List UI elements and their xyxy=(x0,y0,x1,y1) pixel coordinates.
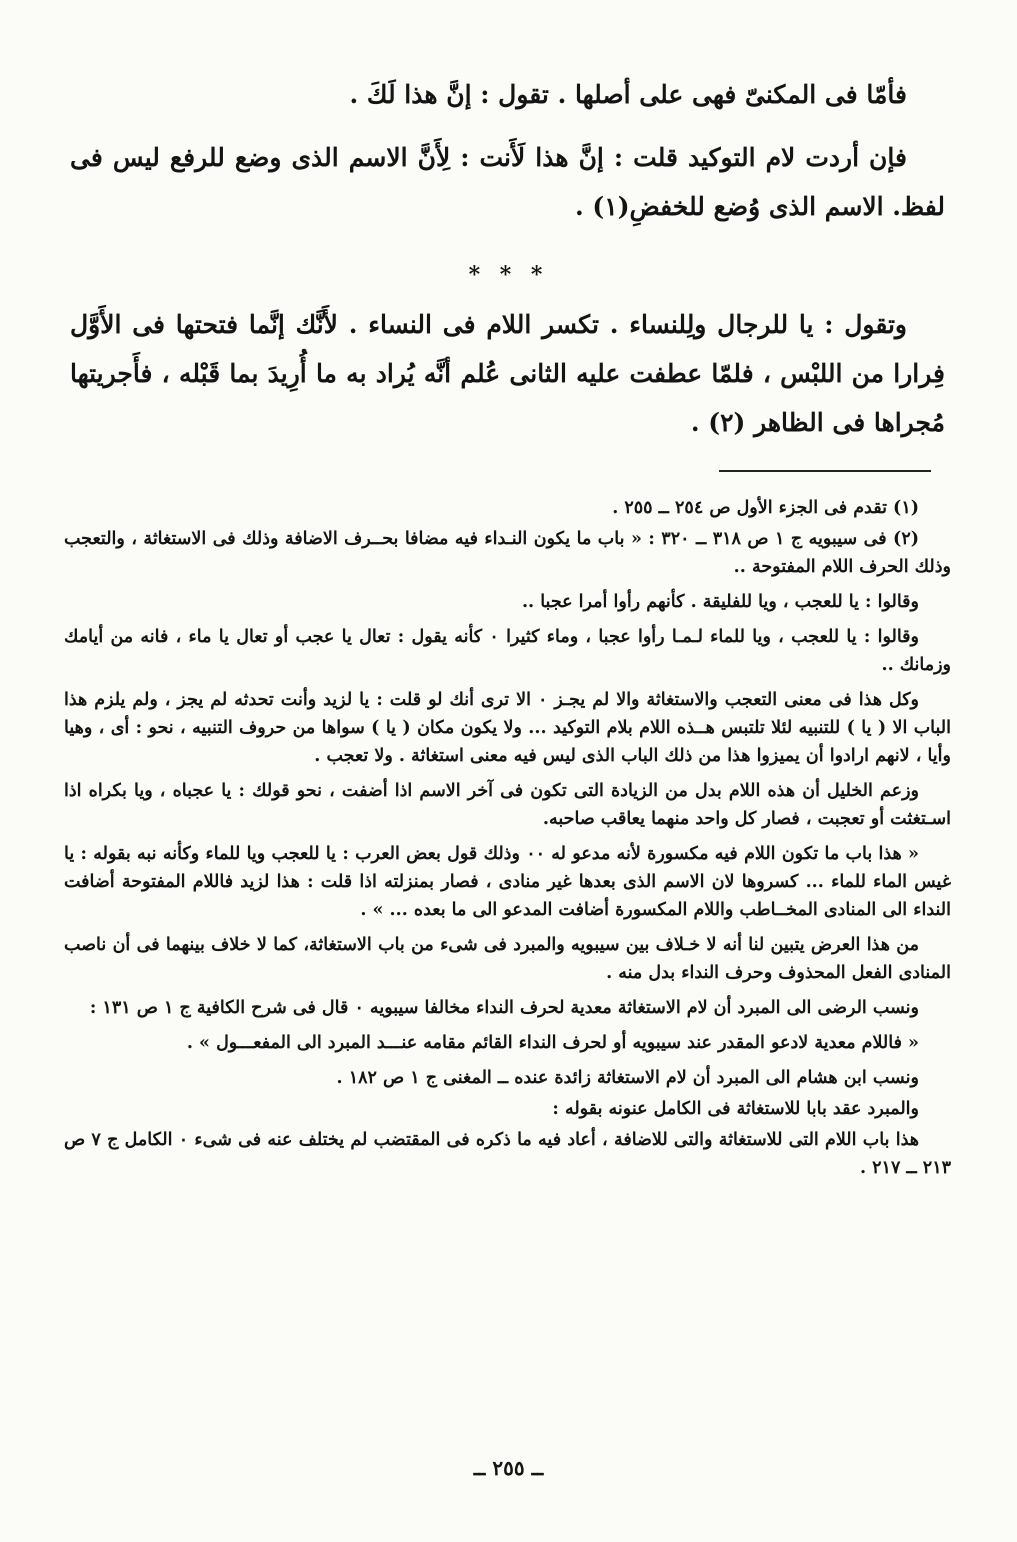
footnote-1: (١) تقدم فى الجزء الأول ص ٢٥٤ ــ ٢٥٥ . xyxy=(612,498,919,518)
footnote-paragraph: هذا باب اللام التى للاستغاثة والتى للاضافة ، أعاد فيه ما ذكره فى المقتضب لم يختلف عنه فى شىء ٠ الكامل ج ٧ ص ٢١٣ ــ ٢١٧ . xyxy=(64,1130,951,1178)
paragraph-3: وتقول : يا للرجال ولِلنساء . تكسر اللام فى النساء . لأَنَّك إنَّما فتحتها فى الأَوَّل فِرارا من اللبْس ، فلمّا عطفت عليه الثانى عُلم أنَّه يُراد به ما أُرِيدَ بما قَبْله ، فأَجريتها مُجراها فى الظاهر (٢) . xyxy=(70,310,945,437)
footnote-paragraph: وقالوا : يا للعجب ، ويا للفليقة . كأنهم رأوا أمرا عجبا .. xyxy=(521,592,919,612)
footnote-paragraph: وقالوا : يا للعجب ، ويا للماء لـمـا رأوا عجبا ، وماء كثيرا ٠ كأنه يقول : تعال يا عجب أو تعال يا ماء ، فانه من أيامك وزمانك .. xyxy=(64,627,951,675)
footnote-paragraph: « فاللام معدية لادعو المقدر عند سيبويه أو لحرف النداء القائم مقامه عنـــد المبرد الى المفعـــول » . xyxy=(186,1033,919,1053)
footnote-paragraph: وكل هذا فى معنى التعجب والاستغاثة والا لم يجـز ٠ الا ترى أنك لو قلت : يا لزيد وأنت تحدثه لم يجز ، ولم يلزم هذا الباب الا ( يا ) للتنبيه لئلا تلتبس هــذه اللام بلام التوكيد ... ولا يكون مكان ( يا ) سواها من حروف التنبيه ، نحو : أى ، وهيا وأيا ، لانهم ارادوا أن يميزوا هذا من ذلك الباب الذى ليس فيه معنى استغاثة . ولا تعجب . xyxy=(64,690,951,766)
footnote-paragraph: ونسب ابن هشام الى المبرد أن لام الاستغاثة زائدة عنده ــ المغنى ج ١ ص ١٨٢ . xyxy=(336,1068,919,1088)
footnote-paragraph: « هذا باب ما تكون اللام فيه مكسورة لأنه مدعو له ٠٠ وذلك قول بعض العرب : يا للعجب ويا للماء وكأنه نبه بقوله : يا غيس الماء للماء ... كسروها لان الاسم الذى بعدها غير منادى ، فصار بمنزلته اذا قلت : هذا لزيد فاللام المفتوحة أضافت النداء الى المنادى المخــاطب واللام المكسورة أضافت المدعو الى ما بعده ... » . xyxy=(64,844,951,920)
footnotes xyxy=(64,494,951,1189)
paragraph-1: فأمّا فى المكنىّ فهى على أصلها . تقول : إنَّ هذا لَكَ . xyxy=(349,80,907,109)
main-text-bottom xyxy=(70,300,945,447)
footnote-paragraph: من هذا العرض يتبين لنا أنه لا خـلاف بين سيبويه والمبرد فى شىء من باب الاستغاثة، كما لا خلاف بينهما فى أن ناصب المنادى الفعل المحذوف وحرف النداء بدل منه . xyxy=(64,935,951,983)
footnote-paragraph: ونسب الرضى الى المبرد أن لام الاستغاثة معدية لحرف النداء مخالفا سيبويه ٠ قال فى شرح الكافية ج ١ ص ١٣١ : xyxy=(89,998,919,1018)
main-text-top xyxy=(70,70,945,231)
footnote-2: (٢) فى سيبويه ج ١ ص ٣١٨ ــ ٣٢٠ : « باب ما يكون النـداء فيه مضافا بحــرف الاضافة وذلك فى الاستغاثة ، والتعجب وذلك الحرف اللام المفتوحة .. xyxy=(64,529,951,577)
section-separator: * * * xyxy=(468,262,549,288)
footnote-divider xyxy=(719,470,931,472)
paragraph-2: فإن أردت لام التوكيد قلت : إنَّ هذا لَأَنت : لِأَنَّ الاسم الذى وضع للرفع ليس فى لفظ. الاسم الذى وُضع للخفضِ(١) . xyxy=(70,143,945,221)
footnote-paragraph: والمبرد عقد بابا للاستغاثة فى الكامل عنونه بقوله : xyxy=(552,1099,919,1119)
page-number: ــ ٢٥٥ ــ xyxy=(473,1456,544,1480)
footnote-paragraph: وزعم الخليل أن هذه اللام بدل من الزيادة التى تكون فى آخر الاسم اذا أضفت ، نحو قولك : يا عجباه ، ويا بكراه اذا اسـتغثت أو تعجبت ، فصار كل واحد منهما يعاقب صاحبه. xyxy=(64,781,951,829)
